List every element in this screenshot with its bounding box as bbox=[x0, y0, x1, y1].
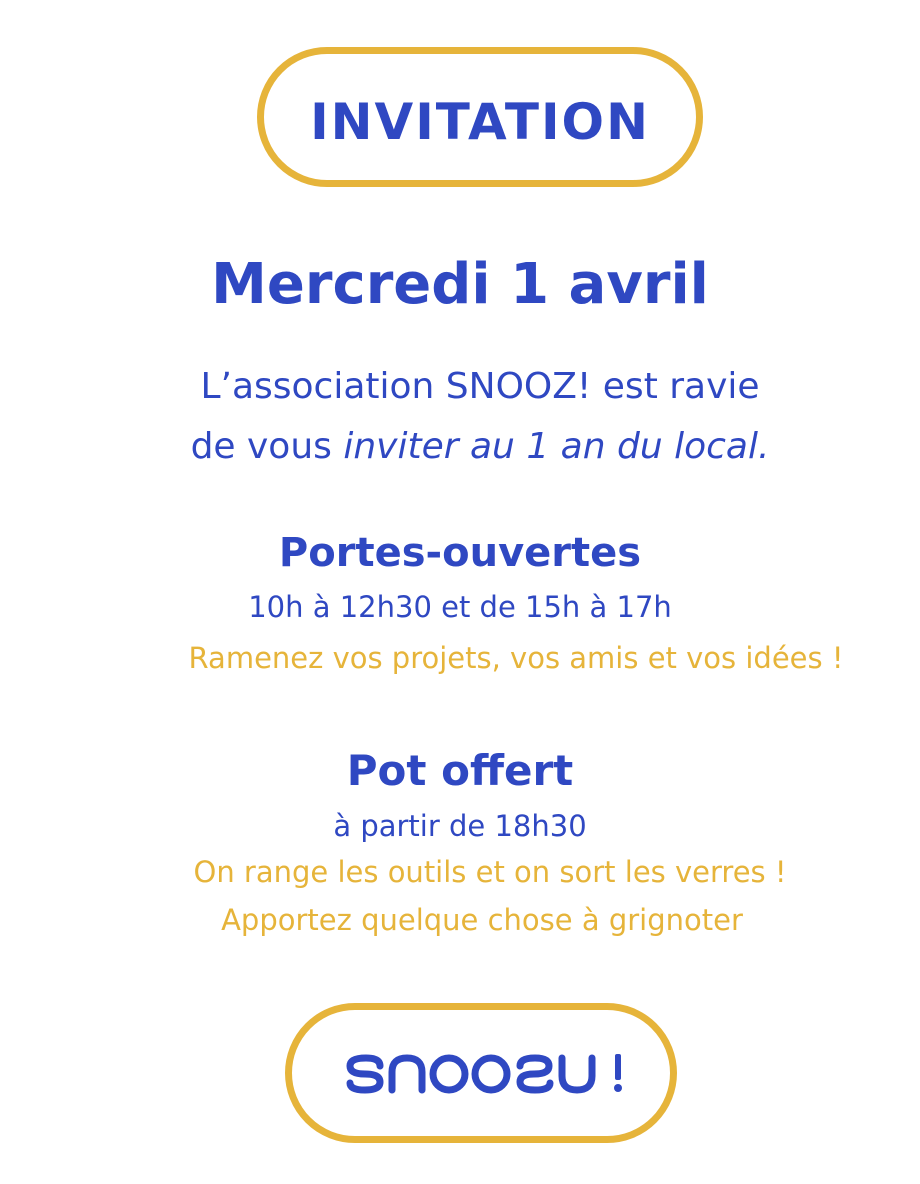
invitation-badge bbox=[257, 47, 703, 187]
snooz-logo bbox=[292, 1010, 670, 1136]
open-house-title: Portes-ouvertes bbox=[278, 530, 642, 576]
drinks-title: Pot offert bbox=[346, 746, 574, 795]
open-house-hours: 10h à 12h30 et de 15h à 17h bbox=[248, 590, 672, 624]
intro-line-2-prefix: de vous bbox=[190, 426, 344, 467]
intro-line-2 bbox=[0, 423, 920, 471]
drinks-time: à partir de 18h30 bbox=[333, 809, 587, 843]
event-date: Mercredi 1 avril bbox=[211, 252, 709, 317]
drinks-note-1: On range les outils et on sort les verres ! bbox=[193, 855, 787, 889]
snooz-logo-badge bbox=[285, 1003, 677, 1143]
invitation-title: INVITATION bbox=[310, 93, 650, 151]
intro-line-2-emphasis: inviter au 1 an du local. bbox=[343, 426, 770, 467]
drinks-note-2: Apportez quelque chose à grignoter bbox=[221, 903, 743, 937]
open-house-note: Ramenez vos projets, vos amis et vos idées ! bbox=[188, 641, 844, 675]
intro-line-1: L’association SNOOZ! est ravie bbox=[200, 366, 760, 407]
